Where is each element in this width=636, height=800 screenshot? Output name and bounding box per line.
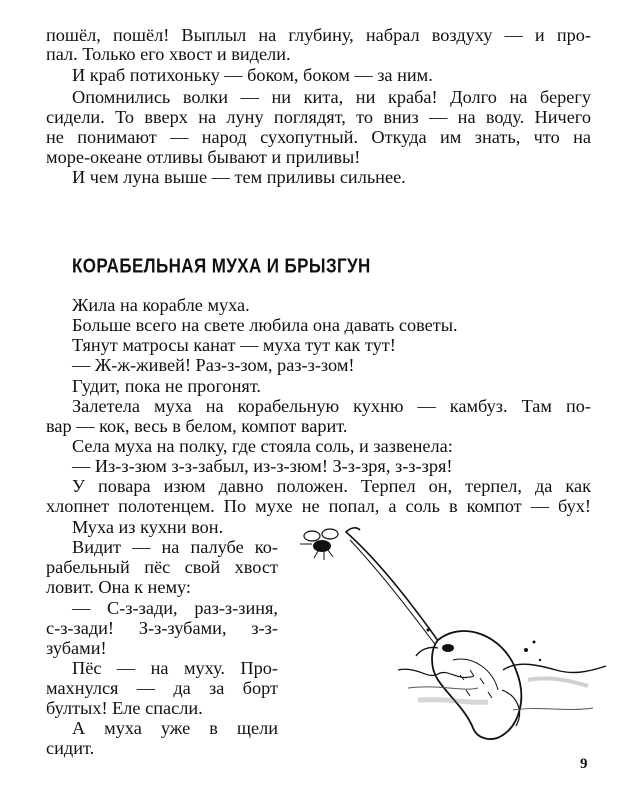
- text-line: — Ж-ж-живей! Раз-з-зом, раз-з-зом!: [72, 355, 355, 375]
- dog-icon: [416, 631, 521, 739]
- text-line: море-океане отливы бывают и приливы!: [46, 147, 361, 167]
- dog-and-fly-illustration: [288, 520, 618, 755]
- text-line: Опомнились волки — ни кита, ни краба! Долго на берегу: [72, 87, 591, 107]
- text-line: И краб потихоньку — боком, боком — за ним.: [72, 65, 433, 85]
- text-line: бултых! Еле спасли.: [46, 698, 203, 718]
- text-line: хлопнет полотенцем. По мухе не попал, а соль в компот — бух!: [46, 496, 591, 516]
- text-line: Тянут матросы канат — муха тут как тут!: [72, 335, 396, 355]
- text-line: с-з-зади! З-з-зубами, з-з-: [46, 618, 278, 638]
- text-line: не понимают — народ сухопутный. Откуда им знать, что на: [46, 127, 591, 147]
- text-line: — С-з-зади, раз-з-зиня,: [72, 598, 278, 618]
- text-line: пошёл, пошёл! Выплыл на глубину, набрал воздуху — и про-: [46, 25, 591, 45]
- text-line: Муха из кухни вон.: [72, 517, 224, 537]
- text-line: И чем луна выше — тем приливы сильнее.: [72, 167, 406, 187]
- page-number: 9: [580, 756, 588, 772]
- text-line: махнулся — да за борт: [46, 678, 278, 698]
- text-line: сидели. То вверх на луну поглядят, то вниз — на воду. Ничего: [46, 107, 591, 127]
- text-line: Гудит, пока не прогонят.: [72, 376, 262, 396]
- text-line: рабельный пёс свой хвост: [46, 557, 278, 577]
- text-line: Видит — на палубе ко-: [72, 537, 278, 557]
- story-title: КОРАБЕЛЬНАЯ МУХА И БРЫЗГУН: [72, 255, 371, 278]
- text-line: Села муха на полку, где стояла соль, и зазвенела:: [72, 436, 453, 456]
- text-line: сидит.: [46, 738, 95, 758]
- text-line: А муха уже в щели: [72, 718, 278, 738]
- text-line: Жила на корабле муха.: [72, 295, 250, 315]
- fly-icon: [300, 529, 338, 560]
- text-line: Больше всего на свете любила она давать советы.: [72, 315, 458, 335]
- text-line: вар — кок, весь в белом, компот варит.: [46, 416, 348, 436]
- text-line: — Из-з-зюм з-з-забыл, из-з-зюм! З-з-зря, з-з-зря!: [72, 456, 453, 476]
- text-line: пал. Только его хвост и видели.: [46, 44, 291, 64]
- text-line: ловит. Она к нему:: [46, 577, 191, 597]
- text-line: Пёс — на муху. Про-: [72, 658, 278, 678]
- text-line: Залетела муха на корабельную кухню — камбуз. Там по-: [72, 396, 591, 416]
- text-line: зубами!: [46, 638, 107, 658]
- text-line: У повара изюм давно положен. Терпел он, терпел, да как: [72, 476, 591, 496]
